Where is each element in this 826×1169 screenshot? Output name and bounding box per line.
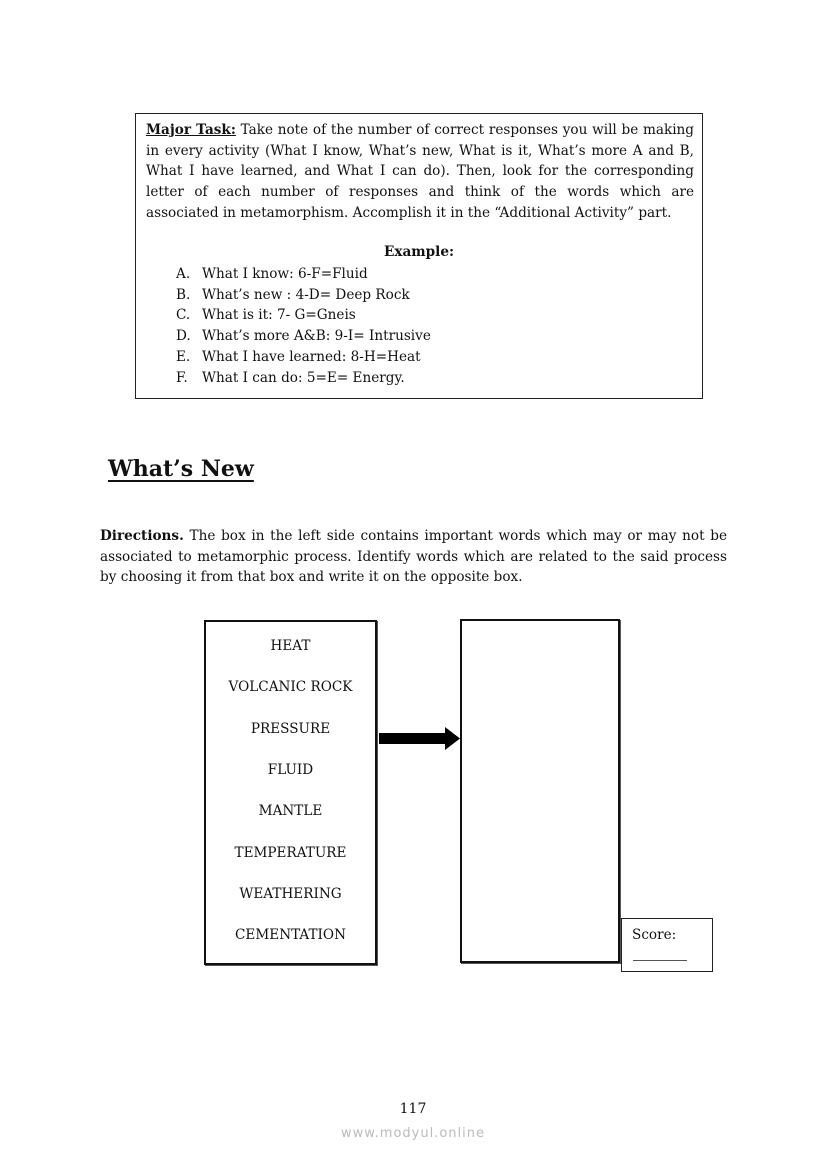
example-item [176, 368, 431, 389]
page-number: 117 [399, 1101, 427, 1117]
score-blank [633, 960, 687, 961]
example-item [176, 285, 431, 306]
word-box [204, 620, 377, 965]
major-task-body: Take note of the number of correct responses you will be making in every activity (What I know, What’s new, What is it, What’s more A and B, What I have learned, and What I can do). Then, look for the corresponding letter of each number of responses and think of the words which are associated in metamorphism. Accomplish it in the “Additional Activity” part. [146, 122, 695, 221]
directions-text: The box in the left side contains important words which may or may not be associated to metamorphic process. Identify words which are related to the said process by choosing it from that box and write it on the opposite box. [100, 528, 727, 586]
example-letter: A. [176, 266, 191, 282]
watermark: www.modyul.online [340, 1126, 486, 1141]
major-task-text [146, 120, 694, 224]
word-item: VOLCANIC ROCK [228, 679, 353, 696]
word-item: HEAT [270, 638, 311, 654]
example-text: What is it: 7- G=Gneis [202, 307, 356, 324]
major-task-box [135, 113, 703, 399]
arrow-right-icon [379, 727, 461, 751]
directions [100, 526, 727, 588]
example-letter: F. [176, 369, 188, 386]
directions-label: Directions. [100, 528, 184, 544]
word-item: WEATHERING [239, 885, 342, 902]
word-item: TEMPERATURE [234, 844, 347, 861]
example-title: Example: [384, 244, 454, 260]
example-text: What’s more A&B: 9-I= Intrusive [202, 328, 431, 345]
section-heading: What’s New [108, 456, 254, 482]
example-text: What I know: 6-F=Fluid [202, 266, 368, 282]
word-item: MANTLE [258, 803, 323, 820]
word-item: PRESSURE [250, 720, 331, 737]
major-task-label: Major Task: [146, 122, 236, 138]
example-item [176, 305, 431, 326]
example-text: What’s new : 4-D= Deep Rock [202, 286, 410, 303]
word-item: CEMENTATION [235, 927, 346, 944]
word-item: FLUID [267, 761, 314, 778]
example-text: What I have learned: 8-H=Heat [202, 348, 421, 365]
answer-box[interactable] [460, 619, 620, 963]
score-box [621, 918, 713, 972]
score-label: Score: [632, 927, 677, 943]
example-item [176, 347, 431, 368]
example-list [176, 264, 431, 388]
example-letter: E. [176, 348, 191, 365]
example-text: What I can do: 5=E= Energy. [202, 369, 405, 386]
example-letter: B. [176, 286, 191, 303]
example-letter: C. [176, 307, 191, 324]
example-item [176, 264, 431, 285]
example-item [176, 326, 431, 347]
example-letter: D. [176, 328, 191, 345]
